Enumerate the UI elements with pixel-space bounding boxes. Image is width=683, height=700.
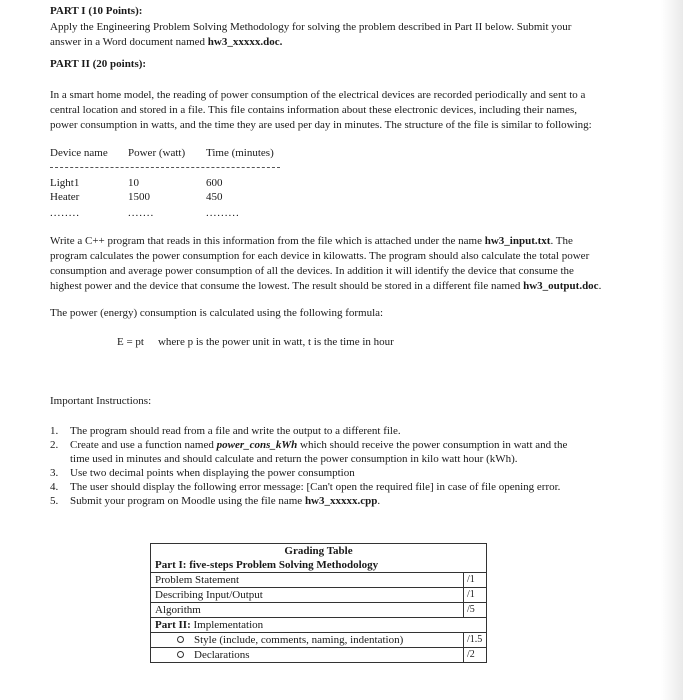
list-item: 4. The user should display the following error message: [Can't open the required file] in case of file opening error. [50,481,561,493]
table-row: Describing Input/Output /1 [151,588,487,603]
part2-intro: In a smart home model, the reading of power consumption of the electrical devices are recorded periodically and sent to a central location and stored in a file. This file contains information about these electronic devices, including their names, power consumption in watts, and the time they are used per day in minutes. The structure of the file is similar to following: [50,89,592,131]
grading-part2-label: Part II: Implementation [151,618,487,633]
header-time: Time (minutes) [206,147,274,159]
header-device-name: Device name [50,147,108,159]
list-item: 1. The program should read from a file and write the output to a different file. [50,425,401,437]
table-ellipsis-row: ........ ....... ......... [50,207,240,219]
list-item: 5. Submit your program on Moodle using the file name hw3_xxxxx.cpp. [50,495,381,507]
instructions-list [50,424,650,508]
table-row: Algorithm /5 [151,603,487,618]
part1-text: Apply the Engineering Problem Solving Methodology for solving the problem described in Part II below. Submit your answer in a Word document named hw3_xxxxx.doc. [50,21,572,48]
table-row: Light1 10 600 [50,177,223,189]
grading-title: Grading Table [284,545,353,557]
formula-expression: E = pt where p is the power unit in watt, t is the time in hour [117,336,394,348]
part1-heading: PART I (10 Points): [50,5,143,17]
table-row: Heater 1500 450 [50,191,223,203]
grading-part1-label: Part I: five-steps Problem Solving Methodology [155,559,379,571]
dashed-divider [50,167,280,168]
bullet-icon [177,636,184,643]
table-row: Problem Statement /1 [151,573,487,588]
page-edge-shadow [661,0,683,700]
table-row: Style (include, comments, naming, indentation) /1.5 [151,633,487,648]
part2-heading: PART II (20 points): [50,58,147,70]
list-item: 2. Create and use a function named power_cons_kWh which should receive the power consumption in watt and the time used in minutes and should calculate and return the power consumption in kilo watt hour (kWh). [50,439,568,465]
list-item: 3. Use two decimal points when displaying the power consumption [50,467,355,479]
formula-intro: The power (energy) consumption is calculated using the following formula: [50,307,384,319]
header-power: Power (watt) [128,147,186,159]
instructions-heading: Important Instructions: [50,395,152,407]
bullet-icon [177,651,184,658]
file-structure-table [50,146,280,226]
table-row: Declarations /2 [151,648,487,663]
grading-table [150,543,487,663]
program-description: Write a C++ program that reads in this information from the file which is attached under the name hw3_input.txt. The program calculates the power consumption for each device in kilowatts. The program should also calculate the total power consumption and average power consumption of all the devices. In addition it will identify the device that consume the highest power and the device that consume the lowest. The result should be stored in a different file named hw3_output.doc. [50,235,602,292]
